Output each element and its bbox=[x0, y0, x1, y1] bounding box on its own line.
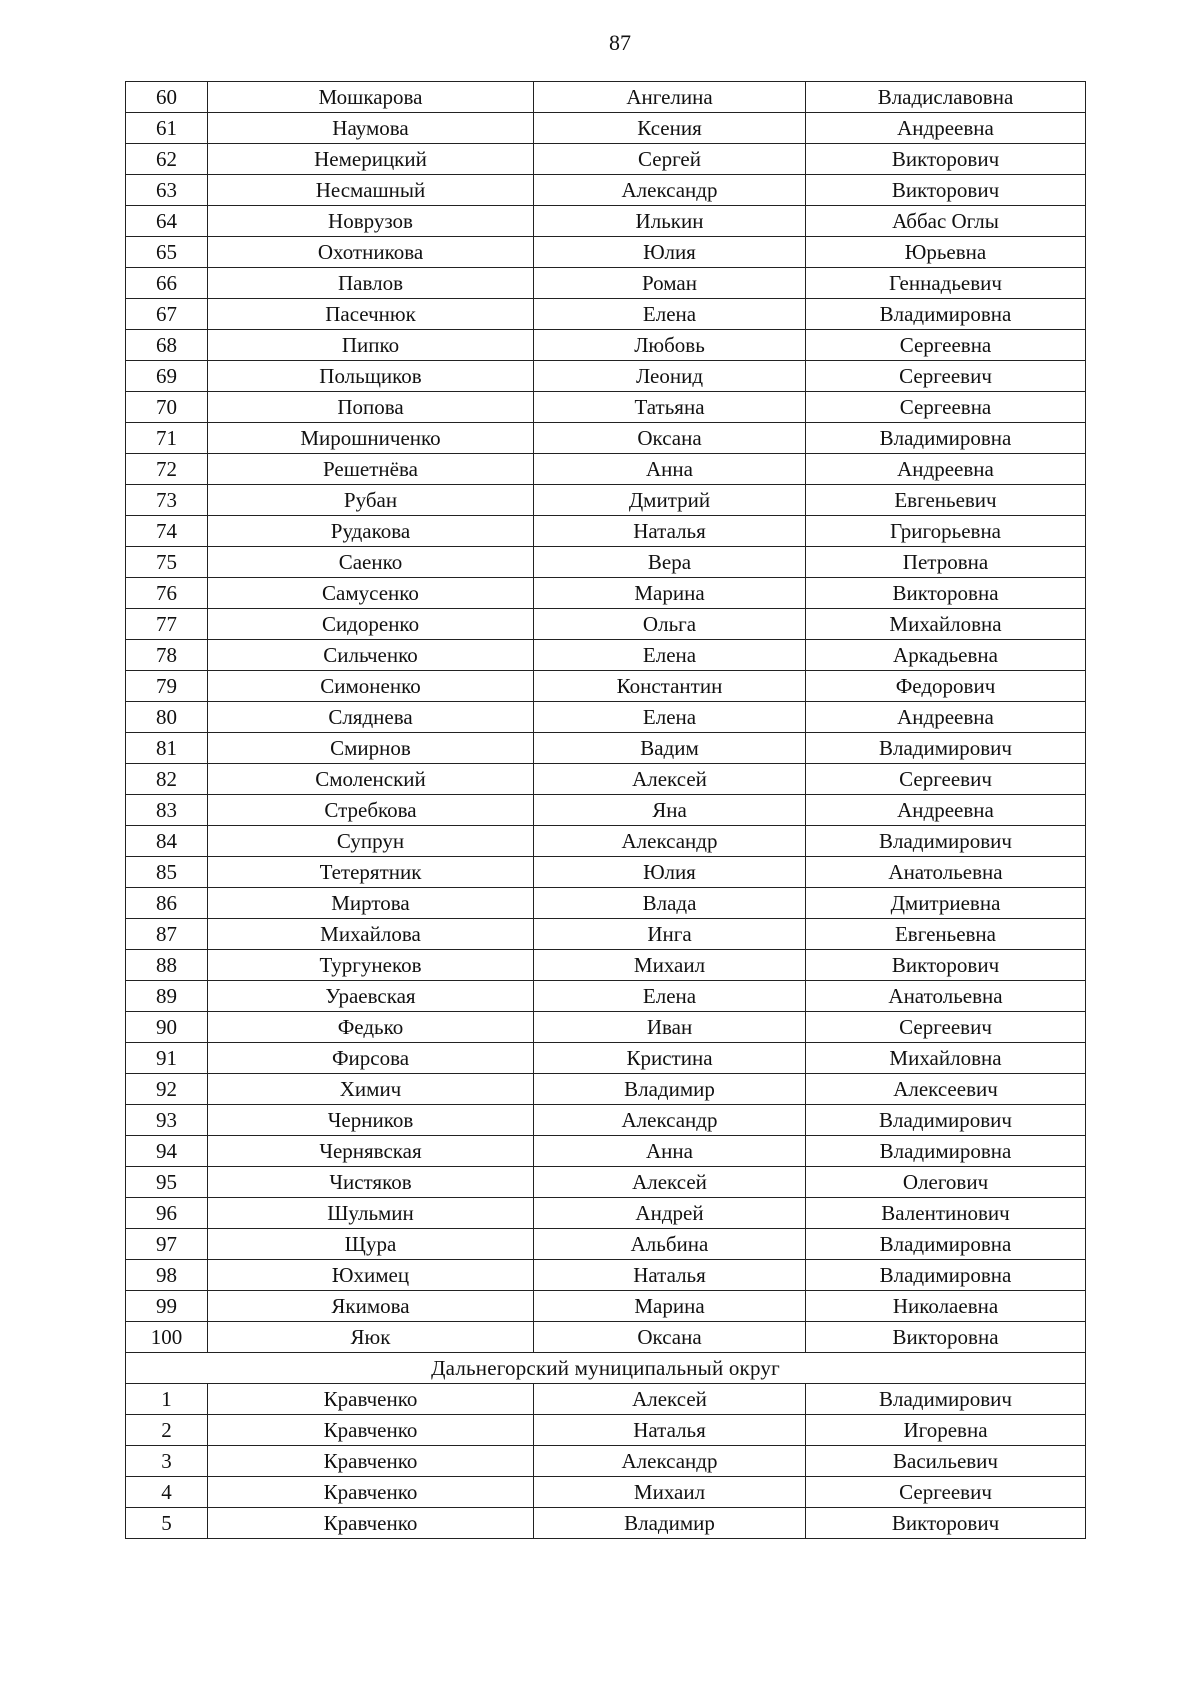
table-row bbox=[126, 268, 1086, 299]
first-name-cell: Анна bbox=[534, 1136, 806, 1167]
patronymic-cell: Андреевна bbox=[806, 113, 1086, 144]
patronymic-cell: Алексеевич bbox=[806, 1074, 1086, 1105]
row-number-cell: 3 bbox=[126, 1446, 208, 1477]
last-name-cell: Саенко bbox=[208, 547, 534, 578]
patronymic-cell: Евгеньевич bbox=[806, 485, 1086, 516]
last-name-cell: Смирнов bbox=[208, 733, 534, 764]
patronymic-cell: Викторович bbox=[806, 144, 1086, 175]
table-row bbox=[126, 485, 1086, 516]
table-row bbox=[126, 1229, 1086, 1260]
first-name-cell: Наталья bbox=[534, 1260, 806, 1291]
last-name-cell: Ураевская bbox=[208, 981, 534, 1012]
row-number-cell: 63 bbox=[126, 175, 208, 206]
patronymic-cell: Сергеевич bbox=[806, 764, 1086, 795]
patronymic-cell: Аббас Оглы bbox=[806, 206, 1086, 237]
first-name-cell: Яна bbox=[534, 795, 806, 826]
first-name-cell: Вера bbox=[534, 547, 806, 578]
last-name-cell: Мошкарова bbox=[208, 82, 534, 113]
first-name-cell: Влада bbox=[534, 888, 806, 919]
first-name-cell: Юлия bbox=[534, 857, 806, 888]
first-name-cell: Любовь bbox=[534, 330, 806, 361]
first-name-cell: Альбина bbox=[534, 1229, 806, 1260]
first-name-cell: Александр bbox=[534, 826, 806, 857]
patronymic-cell: Дмитриевна bbox=[806, 888, 1086, 919]
row-number-cell: 93 bbox=[126, 1105, 208, 1136]
first-name-cell: Ольга bbox=[534, 609, 806, 640]
table-row bbox=[126, 361, 1086, 392]
last-name-cell: Кравченко bbox=[208, 1477, 534, 1508]
first-name-cell: Илькин bbox=[534, 206, 806, 237]
first-name-cell: Константин bbox=[534, 671, 806, 702]
table-row bbox=[126, 516, 1086, 547]
last-name-cell: Супрун bbox=[208, 826, 534, 857]
last-name-cell: Симоненко bbox=[208, 671, 534, 702]
last-name-cell: Несмашный bbox=[208, 175, 534, 206]
row-number-cell: 83 bbox=[126, 795, 208, 826]
last-name-cell: Фирсова bbox=[208, 1043, 534, 1074]
last-name-cell: Мирошниченко bbox=[208, 423, 534, 454]
patronymic-cell: Евгеньевна bbox=[806, 919, 1086, 950]
last-name-cell: Стребкова bbox=[208, 795, 534, 826]
row-number-cell: 68 bbox=[126, 330, 208, 361]
table-row bbox=[126, 919, 1086, 950]
row-number-cell: 64 bbox=[126, 206, 208, 237]
first-name-cell: Александр bbox=[534, 175, 806, 206]
row-number-cell: 88 bbox=[126, 950, 208, 981]
table-row bbox=[126, 857, 1086, 888]
row-number-cell: 66 bbox=[126, 268, 208, 299]
last-name-cell: Тетерятник bbox=[208, 857, 534, 888]
patronymic-cell: Анатольевна bbox=[806, 857, 1086, 888]
table-row bbox=[126, 1043, 1086, 1074]
table-row bbox=[126, 1415, 1086, 1446]
table-row bbox=[126, 423, 1086, 454]
page-number: 87 bbox=[609, 30, 631, 55]
row-number-cell: 60 bbox=[126, 82, 208, 113]
patronymic-cell: Викторовна bbox=[806, 1322, 1086, 1353]
patronymic-cell: Владимировна bbox=[806, 1260, 1086, 1291]
table-row bbox=[126, 82, 1086, 113]
patronymic-cell: Викторовна bbox=[806, 578, 1086, 609]
patronymic-cell: Сергеевна bbox=[806, 330, 1086, 361]
first-name-cell: Роман bbox=[534, 268, 806, 299]
first-name-cell: Александр bbox=[534, 1446, 806, 1477]
table-row bbox=[126, 1074, 1086, 1105]
table-row bbox=[126, 392, 1086, 423]
last-name-cell: Тургунеков bbox=[208, 950, 534, 981]
row-number-cell: 1 bbox=[126, 1384, 208, 1415]
table-row bbox=[126, 299, 1086, 330]
first-name-cell: Алексей bbox=[534, 1167, 806, 1198]
patronymic-cell: Владимирович bbox=[806, 826, 1086, 857]
first-name-cell: Иван bbox=[534, 1012, 806, 1043]
row-number-cell: 72 bbox=[126, 454, 208, 485]
table-row bbox=[126, 1198, 1086, 1229]
patronymic-cell: Викторович bbox=[806, 175, 1086, 206]
row-number-cell: 75 bbox=[126, 547, 208, 578]
table-row bbox=[126, 609, 1086, 640]
last-name-cell: Охотникова bbox=[208, 237, 534, 268]
patronymic-cell: Аркадьевна bbox=[806, 640, 1086, 671]
row-number-cell: 62 bbox=[126, 144, 208, 175]
row-number-cell: 90 bbox=[126, 1012, 208, 1043]
last-name-cell: Кравченко bbox=[208, 1384, 534, 1415]
first-name-cell: Марина bbox=[534, 578, 806, 609]
last-name-cell: Чернявская bbox=[208, 1136, 534, 1167]
section-title: Дальнегорский муниципальный округ bbox=[126, 1353, 1086, 1384]
row-number-cell: 84 bbox=[126, 826, 208, 857]
last-name-cell: Самусенко bbox=[208, 578, 534, 609]
first-name-cell: Сергей bbox=[534, 144, 806, 175]
first-name-cell: Наталья bbox=[534, 1415, 806, 1446]
last-name-cell: Кравченко bbox=[208, 1508, 534, 1539]
first-name-cell: Александр bbox=[534, 1105, 806, 1136]
first-name-cell: Алексей bbox=[534, 764, 806, 795]
roster-body bbox=[126, 82, 1086, 1539]
patronymic-cell: Владимирович bbox=[806, 1105, 1086, 1136]
first-name-cell: Дмитрий bbox=[534, 485, 806, 516]
patronymic-cell: Николаевна bbox=[806, 1291, 1086, 1322]
patronymic-cell: Владимировна bbox=[806, 1229, 1086, 1260]
first-name-cell: Анна bbox=[534, 454, 806, 485]
patronymic-cell: Игоревна bbox=[806, 1415, 1086, 1446]
patronymic-cell: Михайловна bbox=[806, 1043, 1086, 1074]
patronymic-cell: Сергеевич bbox=[806, 361, 1086, 392]
row-number-cell: 78 bbox=[126, 640, 208, 671]
row-number-cell: 71 bbox=[126, 423, 208, 454]
row-number-cell: 61 bbox=[126, 113, 208, 144]
last-name-cell: Решетнёва bbox=[208, 454, 534, 485]
table-row bbox=[126, 640, 1086, 671]
last-name-cell: Сидоренко bbox=[208, 609, 534, 640]
patronymic-cell: Сергеевич bbox=[806, 1477, 1086, 1508]
row-number-cell: 70 bbox=[126, 392, 208, 423]
last-name-cell: Химич bbox=[208, 1074, 534, 1105]
row-number-cell: 82 bbox=[126, 764, 208, 795]
table-row bbox=[126, 206, 1086, 237]
patronymic-cell: Михайловна bbox=[806, 609, 1086, 640]
last-name-cell: Чистяков bbox=[208, 1167, 534, 1198]
last-name-cell: Щура bbox=[208, 1229, 534, 1260]
table-row bbox=[126, 1105, 1086, 1136]
row-number-cell: 92 bbox=[126, 1074, 208, 1105]
row-number-cell: 76 bbox=[126, 578, 208, 609]
last-name-cell: Пипко bbox=[208, 330, 534, 361]
first-name-cell: Оксана bbox=[534, 423, 806, 454]
first-name-cell: Оксана bbox=[534, 1322, 806, 1353]
table-row bbox=[126, 454, 1086, 485]
row-number-cell: 85 bbox=[126, 857, 208, 888]
first-name-cell: Ксения bbox=[534, 113, 806, 144]
last-name-cell: Кравченко bbox=[208, 1446, 534, 1477]
table-row bbox=[126, 671, 1086, 702]
table-row bbox=[126, 733, 1086, 764]
row-number-cell: 97 bbox=[126, 1229, 208, 1260]
patronymic-cell: Сергеевна bbox=[806, 392, 1086, 423]
first-name-cell: Ангелина bbox=[534, 82, 806, 113]
row-number-cell: 69 bbox=[126, 361, 208, 392]
table-row bbox=[126, 1508, 1086, 1539]
last-name-cell: Наумова bbox=[208, 113, 534, 144]
last-name-cell: Павлов bbox=[208, 268, 534, 299]
patronymic-cell: Викторович bbox=[806, 1508, 1086, 1539]
table-row bbox=[126, 888, 1086, 919]
last-name-cell: Кравченко bbox=[208, 1415, 534, 1446]
last-name-cell: Рудакова bbox=[208, 516, 534, 547]
row-number-cell: 80 bbox=[126, 702, 208, 733]
table-row bbox=[126, 1384, 1086, 1415]
table-row bbox=[126, 144, 1086, 175]
row-number-cell: 99 bbox=[126, 1291, 208, 1322]
row-number-cell: 2 bbox=[126, 1415, 208, 1446]
first-name-cell: Алексей bbox=[534, 1384, 806, 1415]
first-name-cell: Андрей bbox=[534, 1198, 806, 1229]
table-row bbox=[126, 113, 1086, 144]
first-name-cell: Михаил bbox=[534, 1477, 806, 1508]
patronymic-cell: Владимирович bbox=[806, 733, 1086, 764]
row-number-cell: 67 bbox=[126, 299, 208, 330]
last-name-cell: Шульмин bbox=[208, 1198, 534, 1229]
first-name-cell: Елена bbox=[534, 981, 806, 1012]
last-name-cell: Польщиков bbox=[208, 361, 534, 392]
patronymic-cell: Владимировна bbox=[806, 423, 1086, 454]
table-row bbox=[126, 547, 1086, 578]
section-header-row bbox=[126, 1353, 1086, 1384]
patronymic-cell: Олегович bbox=[806, 1167, 1086, 1198]
row-number-cell: 91 bbox=[126, 1043, 208, 1074]
patronymic-cell: Федорович bbox=[806, 671, 1086, 702]
patronymic-cell: Андреевна bbox=[806, 454, 1086, 485]
table-row bbox=[126, 826, 1086, 857]
table-row bbox=[126, 702, 1086, 733]
last-name-cell: Попова bbox=[208, 392, 534, 423]
table-row bbox=[126, 795, 1086, 826]
row-number-cell: 65 bbox=[126, 237, 208, 268]
patronymic-cell: Петровна bbox=[806, 547, 1086, 578]
row-number-cell: 5 bbox=[126, 1508, 208, 1539]
first-name-cell: Кристина bbox=[534, 1043, 806, 1074]
last-name-cell: Сильченко bbox=[208, 640, 534, 671]
patronymic-cell: Валентинович bbox=[806, 1198, 1086, 1229]
first-name-cell: Елена bbox=[534, 702, 806, 733]
last-name-cell: Смоленский bbox=[208, 764, 534, 795]
row-number-cell: 86 bbox=[126, 888, 208, 919]
row-number-cell: 89 bbox=[126, 981, 208, 1012]
patronymic-cell: Геннадьевич bbox=[806, 268, 1086, 299]
first-name-cell: Елена bbox=[534, 299, 806, 330]
last-name-cell: Сляднева bbox=[208, 702, 534, 733]
first-name-cell: Марина bbox=[534, 1291, 806, 1322]
first-name-cell: Владимир bbox=[534, 1074, 806, 1105]
last-name-cell: Рубан bbox=[208, 485, 534, 516]
row-number-cell: 100 bbox=[126, 1322, 208, 1353]
patronymic-cell: Владимирович bbox=[806, 1384, 1086, 1415]
table-row bbox=[126, 981, 1086, 1012]
last-name-cell: Юхимец bbox=[208, 1260, 534, 1291]
last-name-cell: Пасечнюк bbox=[208, 299, 534, 330]
first-name-cell: Юлия bbox=[534, 237, 806, 268]
first-name-cell: Михаил bbox=[534, 950, 806, 981]
row-number-cell: 73 bbox=[126, 485, 208, 516]
first-name-cell: Инга bbox=[534, 919, 806, 950]
first-name-cell: Наталья bbox=[534, 516, 806, 547]
table-row bbox=[126, 1322, 1086, 1353]
table-row bbox=[126, 1291, 1086, 1322]
row-number-cell: 77 bbox=[126, 609, 208, 640]
row-number-cell: 81 bbox=[126, 733, 208, 764]
row-number-cell: 98 bbox=[126, 1260, 208, 1291]
roster-table bbox=[125, 81, 1086, 1539]
last-name-cell: Федько bbox=[208, 1012, 534, 1043]
patronymic-cell: Васильевич bbox=[806, 1446, 1086, 1477]
patronymic-cell: Григорьевна bbox=[806, 516, 1086, 547]
row-number-cell: 87 bbox=[126, 919, 208, 950]
table-row bbox=[126, 764, 1086, 795]
last-name-cell: Миртова bbox=[208, 888, 534, 919]
table-row bbox=[126, 330, 1086, 361]
patronymic-cell: Викторович bbox=[806, 950, 1086, 981]
table-row bbox=[126, 578, 1086, 609]
table-row bbox=[126, 1477, 1086, 1508]
table-row bbox=[126, 1136, 1086, 1167]
last-name-cell: Якимова bbox=[208, 1291, 534, 1322]
first-name-cell: Леонид bbox=[534, 361, 806, 392]
row-number-cell: 95 bbox=[126, 1167, 208, 1198]
row-number-cell: 79 bbox=[126, 671, 208, 702]
patronymic-cell: Владимировна bbox=[806, 1136, 1086, 1167]
patronymic-cell: Юрьевна bbox=[806, 237, 1086, 268]
row-number-cell: 4 bbox=[126, 1477, 208, 1508]
last-name-cell: Черников bbox=[208, 1105, 534, 1136]
table-row bbox=[126, 1446, 1086, 1477]
first-name-cell: Татьяна bbox=[534, 392, 806, 423]
first-name-cell: Владимир bbox=[534, 1508, 806, 1539]
first-name-cell: Вадим bbox=[534, 733, 806, 764]
table-row bbox=[126, 1260, 1086, 1291]
patronymic-cell: Сергеевич bbox=[806, 1012, 1086, 1043]
first-name-cell: Елена bbox=[534, 640, 806, 671]
table-row bbox=[126, 237, 1086, 268]
patronymic-cell: Владиславовна bbox=[806, 82, 1086, 113]
last-name-cell: Михайлова bbox=[208, 919, 534, 950]
last-name-cell: Новрузов bbox=[208, 206, 534, 237]
patronymic-cell: Анатольевна bbox=[806, 981, 1086, 1012]
row-number-cell: 94 bbox=[126, 1136, 208, 1167]
row-number-cell: 96 bbox=[126, 1198, 208, 1229]
patronymic-cell: Андреевна bbox=[806, 795, 1086, 826]
last-name-cell: Немерицкий bbox=[208, 144, 534, 175]
table-row bbox=[126, 1012, 1086, 1043]
table-row bbox=[126, 950, 1086, 981]
last-name-cell: Яюк bbox=[208, 1322, 534, 1353]
row-number-cell: 74 bbox=[126, 516, 208, 547]
patronymic-cell: Андреевна bbox=[806, 702, 1086, 733]
table-row bbox=[126, 175, 1086, 206]
patronymic-cell: Владимировна bbox=[806, 299, 1086, 330]
table-row bbox=[126, 1167, 1086, 1198]
